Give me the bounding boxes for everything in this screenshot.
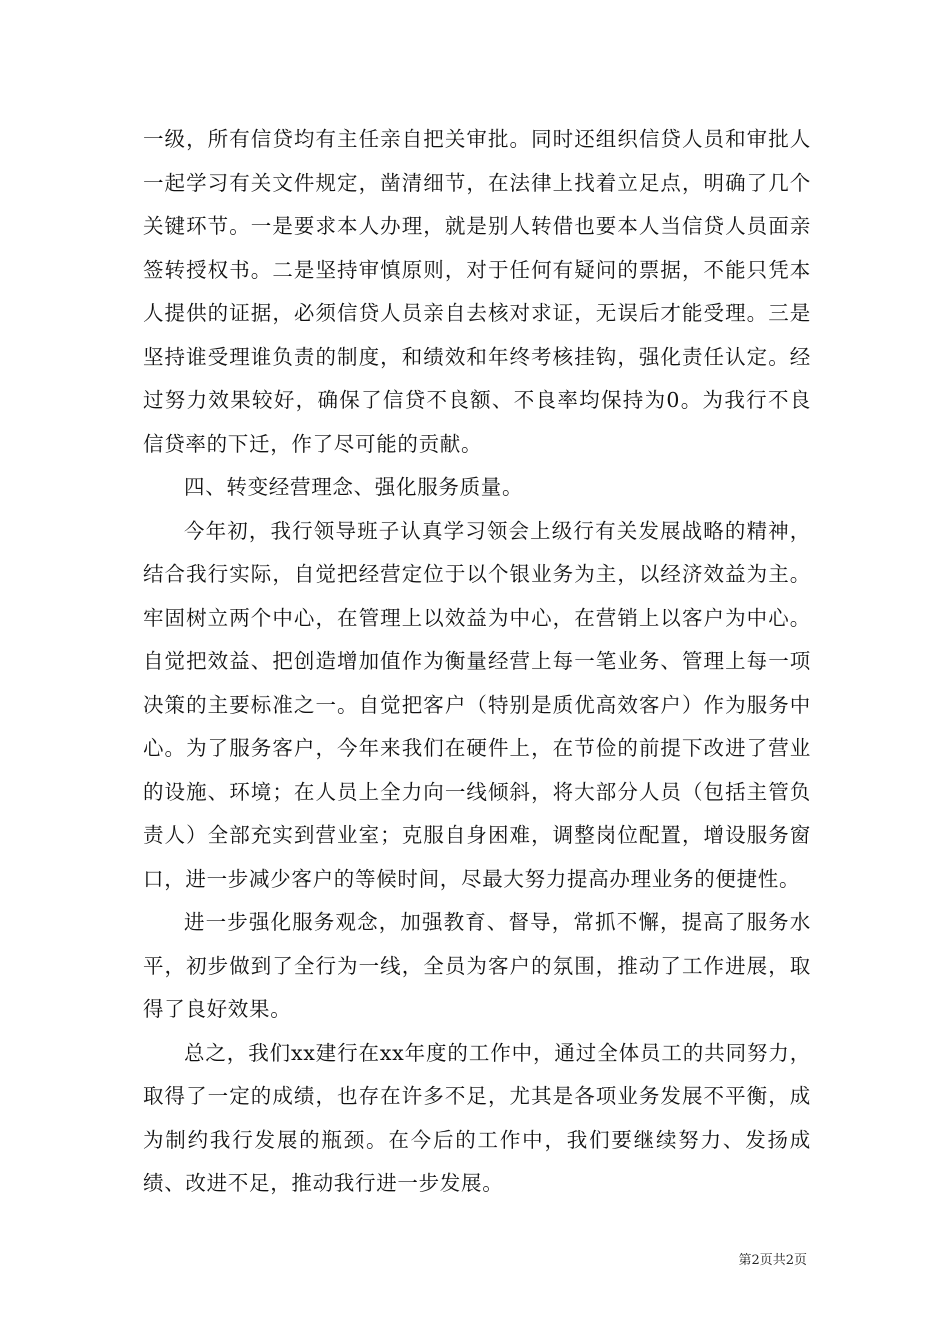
page-number-footer: 第2页共2页 [738, 1253, 807, 1268]
section-heading-service-quality: 四、转变经营理念、强化服务质量。 [184, 475, 524, 499]
paragraph-summary: 总之，我们xx建行在xx年度的工作中，通过全体员工的共同努力，取得了一定的成绩，也存在许多不足，尤其是各项业务发展不平衡，成为制约我行发展的瓶颈。在今后的工作中，我们要继续努力、发扬成绩、改进不足，推动我行进一步发展。 [143, 1040, 811, 1195]
document-body [143, 118, 811, 1206]
paragraph-business-philosophy: 今年初，我行领导班子认真学习领会上级行有关发展战略的精神，结合我行实际，自觉把经营定位于以个银业务为主，以经济效益为主。牢固树立两个中心，在管理上以效益为中心，在营销上以客户为中心。自觉把效益、把创造增加值作为衡量经营上每一笔业务、管理上每一项决策的主要标准之一。自觉把客户（特别是质优高效客户）作为服务中心。为了服务客户，今年来我们在硬件上，在节俭的前提下改进了营业的设施、环境；在人员上全力向一线倾斜，将大部分人员（包括主管负责人）全部充实到营业室；克服自身困难，调整岗位配置，增设服务窗口，进一步减少客户的等候时间，尽最大努力提高办理业务的便捷性。 [143, 518, 811, 891]
paragraph-service-concept: 进一步强化服务观念，加强教育、督导，常抓不懈，提高了服务水平，初步做到了全行为一线，全员为客户的氛围，推动了工作进展，取得了良好效果。 [143, 910, 811, 1021]
paragraph-credit-approval: 一级，所有信贷均有主任亲自把关审批。同时还组织信贷人员和审批人一起学习有关文件规定，凿清细节，在法律上找着立足点，明确了几个关键环节。一是要求本人办理，就是别人转借也要本人当信贷人员面亲签转授权书。二是坚持审慎原则，对于任何有疑问的票据，不能只凭本人提供的证据，必须信贷人员亲自去核对求证，无误后才能受理。三是坚持谁受理谁负责的制度，和绩效和年终考核挂钩，强化责任认定。经过努力效果较好，确保了信贷不良额、不良率均保持为0。为我行不良信贷率的下迁，作了尽可能的贡献。 [143, 127, 811, 456]
